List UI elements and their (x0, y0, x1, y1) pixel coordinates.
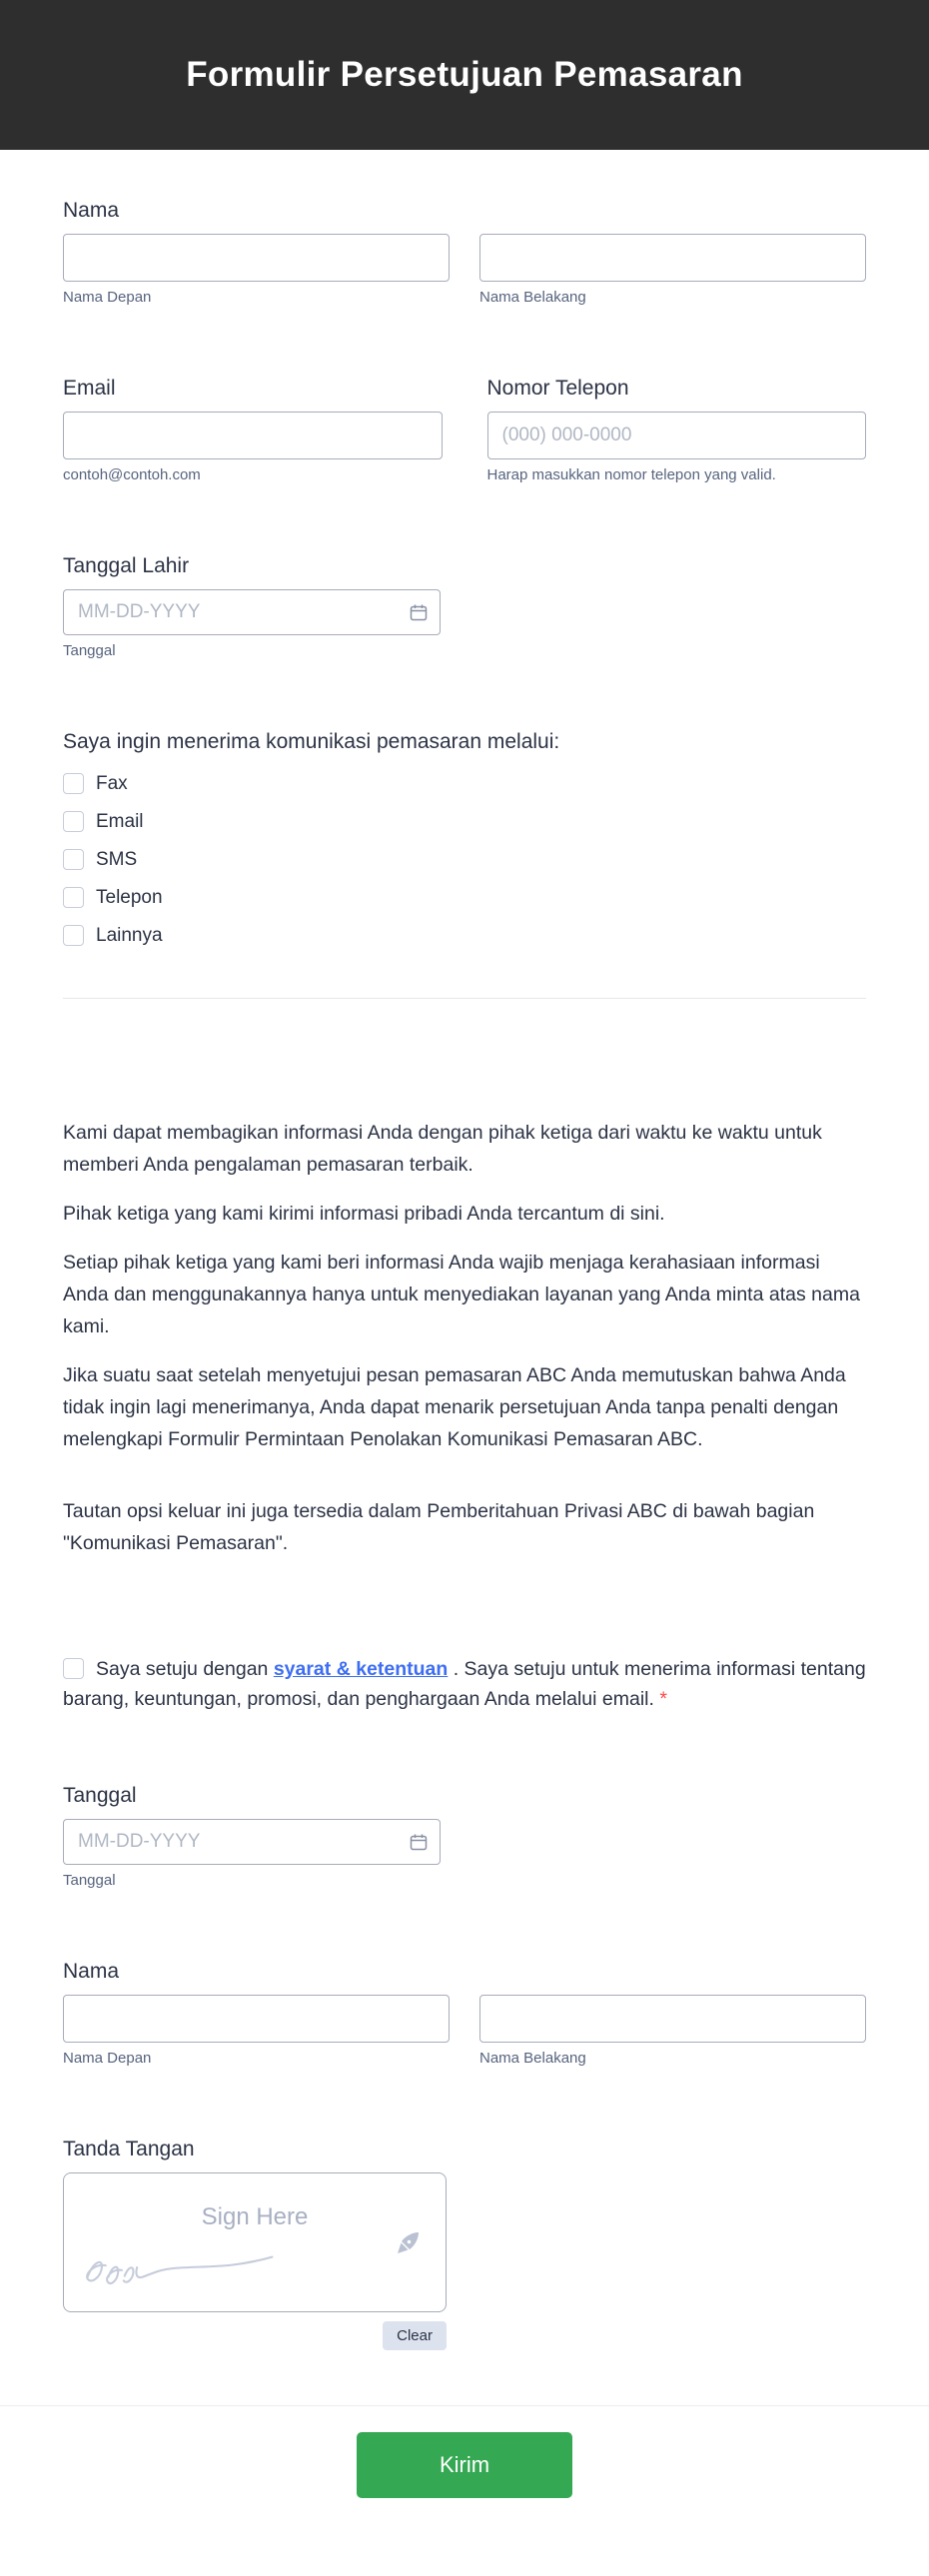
form-body (0, 150, 929, 2547)
agreement-text-suffix: . Saya setuju untuk menerima informasi tentang barang, keuntungan, promosi, dan penghargaan Anda melalui email. (63, 1658, 866, 1710)
info-paragraph: Jika suatu saat setelah menyetujui pesan pemasaran ABC Anda memutuskan bahwa Anda tidak ingin lagi menerimanya, Anda dapat menarik persetujuan Anda tanpa penalti dengan melengkapi Formulir Permintaan Penolakan Komunikasi Pemasaran ABC. (63, 1364, 846, 1450)
date-input[interactable] (63, 1819, 441, 1865)
last-name-column-bottom (479, 1995, 866, 2067)
terms-link[interactable]: syarat & ketentuan (273, 1658, 449, 1680)
option-label-fax: Fax (96, 772, 128, 794)
last-name-sublabel-bottom: Nama Belakang (479, 2050, 586, 2067)
marketing-option-row[interactable] (63, 769, 866, 798)
name-columns-bottom (63, 1995, 866, 2067)
field-label-nama-bottom: Nama (63, 1960, 120, 1983)
pen-icon (396, 2229, 422, 2260)
question-name-bottom (63, 1959, 866, 2067)
birthdate-wrapper (63, 589, 441, 635)
info-text-block (63, 1117, 866, 1559)
info-paragraph: Tautan opsi keluar ini juga tersedia dalam Pemberitahuan Privasi ABC di bawah bagian "Komunikasi Pemasaran". (63, 1500, 815, 1554)
field-label-date: Tanggal (63, 1784, 137, 1807)
first-name-column (63, 234, 450, 306)
date-sublabel: Tanggal (63, 1872, 116, 1889)
first-name-column-bottom (63, 1995, 450, 2067)
question-date (63, 1783, 866, 1889)
first-name-input[interactable] (63, 234, 450, 282)
marketing-option-row[interactable] (63, 807, 866, 836)
section-divider (63, 998, 866, 999)
email-input[interactable] (63, 412, 443, 459)
checkbox-fax[interactable] (63, 773, 84, 794)
last-name-column (479, 234, 866, 306)
question-marketing-channels (63, 729, 866, 950)
birthdate-input[interactable] (63, 589, 441, 635)
form-title: Formulir Persetujuan Pemasaran (186, 55, 743, 94)
last-name-input[interactable] (479, 234, 866, 282)
info-paragraph: Pihak ketiga yang kami kirimi informasi pribadi Anda tercantum di sini. (63, 1203, 665, 1225)
calendar-icon[interactable] (409, 1832, 429, 1852)
birthdate-sublabel: Tanggal (63, 642, 116, 659)
first-name-sublabel-bottom: Nama Depan (63, 2050, 152, 2067)
date-wrapper (63, 1819, 441, 1865)
signature-pad[interactable] (63, 2172, 447, 2312)
field-label-signature: Tanda Tangan (63, 2138, 195, 2160)
option-label-sms: SMS (96, 848, 138, 870)
submit-row (63, 2406, 866, 2547)
option-label-lainnya: Lainnya (96, 924, 163, 946)
checkbox-telepon[interactable] (63, 887, 84, 908)
agreement-text-prefix: Saya setuju dengan (96, 1658, 274, 1680)
email-phone-columns (63, 376, 866, 483)
email-sublabel: contoh@contoh.com (63, 466, 201, 483)
checkbox-lainnya[interactable] (63, 925, 84, 946)
last-name-sublabel: Nama Belakang (479, 289, 586, 306)
signature-hint: Sign Here (201, 2203, 309, 2230)
phone-input[interactable] (487, 412, 867, 459)
field-label-birthdate: Tanggal Lahir (63, 554, 190, 577)
agreement-question (63, 1654, 866, 1714)
email-column (63, 376, 443, 483)
option-label-email: Email (96, 810, 144, 832)
form-header (0, 0, 929, 150)
question-birthdate (63, 553, 866, 659)
calendar-icon[interactable] (409, 602, 429, 622)
clear-button[interactable]: Clear (383, 2321, 447, 2350)
signature-actions (63, 2321, 447, 2350)
checkbox-email[interactable] (63, 811, 84, 832)
last-name-input-bottom[interactable] (479, 1995, 866, 2043)
question-signature (63, 2137, 866, 2350)
field-label-nama: Nama (63, 199, 120, 222)
marketing-option-row[interactable] (63, 883, 866, 912)
first-name-sublabel: Nama Depan (63, 289, 152, 306)
required-asterisk: * (659, 1688, 667, 1710)
question-email-phone (63, 376, 866, 483)
signature-squiggle (80, 2242, 280, 2299)
field-label-phone: Nomor Telepon (486, 377, 629, 400)
marketing-option-row[interactable] (63, 845, 866, 874)
checkbox-sms[interactable] (63, 849, 84, 870)
agreement-checkbox[interactable] (63, 1658, 84, 1679)
marketing-option-row[interactable] (63, 921, 866, 950)
option-label-telepon: Telepon (96, 886, 163, 908)
submit-button[interactable]: Kirim (357, 2432, 572, 2498)
question-name (63, 198, 866, 306)
info-paragraph: Setiap pihak ketiga yang kami beri informasi Anda wajib menjaga kerahasiaan informasi Anda dan menggunakannya hanya untuk menyediakan layanan yang Anda minta atas nama kami. (63, 1252, 860, 1337)
field-label-marketing: Saya ingin menerima komunikasi pemasaran melalui: (63, 730, 560, 753)
field-label-email: Email (63, 377, 116, 400)
first-name-input-bottom[interactable] (63, 1995, 450, 2043)
phone-sublabel: Harap masukkan nomor telepon yang valid. (486, 466, 776, 483)
name-columns (63, 234, 866, 306)
info-paragraph: Kami dapat membagikan informasi Anda dengan pihak ketiga dari waktu ke waktu untuk memberi Anda pengalaman pemasaran terbaik. (63, 1122, 822, 1176)
phone-column (487, 376, 867, 483)
